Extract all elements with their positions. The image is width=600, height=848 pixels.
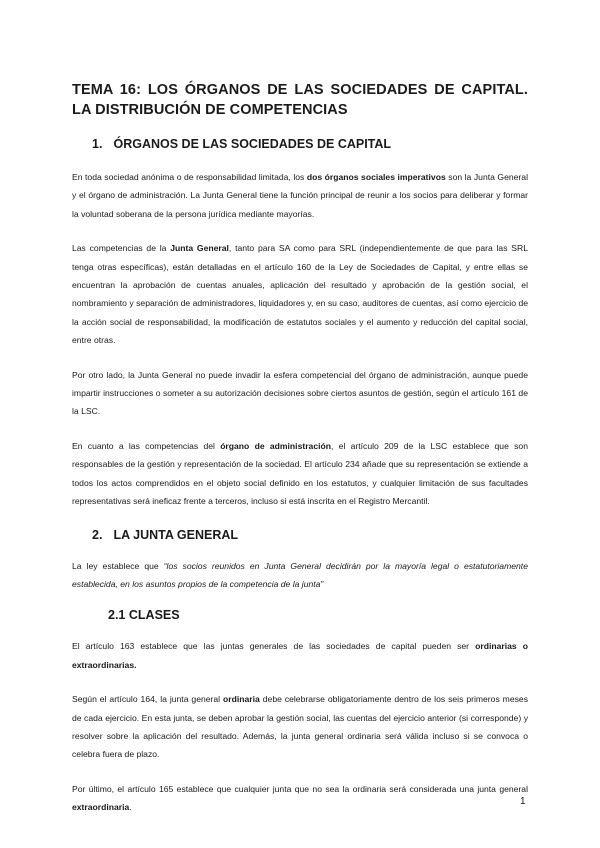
text-run: , tanto para SA como para SRL (independientemente de que para las SRL tenga otras específicas), están detalladas en el artículo 160 de la Ley de Sociedades de Capital, y entre ellas se encuentran la aprobación de cuentas anuales, aplicación del resultado y aprobación de la gestión social, el nombramiento y separación de administradores, liquidadores y, en su caso, auditores de cuentas, así como ejercicio de la acción social de responsabilidad, la modificación de estatutos sociales y el aumento y reducción del capital social, entre otras. [72,243,528,346]
text-run: Por último, el artículo 165 establece que cualquier junta que no sea la ordinaria será considerada una junta general [72,783,528,794]
text-run: En cuanto a las competencias del [72,440,221,451]
subsection-2-1-paragraph-2 [72,690,528,764]
text-run: La ley establece que [72,560,164,571]
section-2-heading [92,527,528,543]
text-run: . [129,802,132,813]
page-number: 1 [520,796,526,807]
text-run: son la Junta General y el órgano de administración. La Junta General tiene la función principal de reunir a los socios para deliberar y formar la voluntad soberana de la persona jurídica mediante mayorías. [72,172,528,219]
bold-run: ordinarias o extraordinarias. [72,641,528,670]
bold-run: ordinaria [223,694,260,705]
document-page [72,80,528,817]
section-1-heading [92,136,528,152]
section-1-number: 1. [92,137,103,151]
document-title: TEMA 16: LOS ÓRGANOS DE LAS SOCIEDADES DE CAPITAL. LA DISTRIBUCIÓN DE COMPETENCIAS [72,82,528,118]
subsection-2-1-title: CLASES [128,608,180,623]
bold-run: Junta General [170,243,229,254]
text-run: Las competencias de la [72,243,171,254]
bold-run: dos órganos sociales imperativos [306,172,446,182]
section-1-paragraph-4 [72,437,528,511]
section-2-number: 2. [92,527,103,542]
subsection-2-1-heading [108,607,528,623]
section-2-paragraph-1 [72,557,528,594]
text-run: El artículo 163 establece que las juntas generales de las sociedades de capital pueden ser [72,641,476,652]
quote-run: “los socios reunidos en Junta General decidirán por la mayoría legal o estatutoriamente establecida, en los asuntos propios de la competencia de la junta” [72,560,528,589]
subsection-2-1-paragraph-3 [72,780,528,817]
section-1-title: ÓRGANOS DE LAS SOCIEDADES DE CAPITAL [113,137,392,151]
section-1-paragraph-3: Por otro lado, la Junta General no puede invadir la esfera competencial del órgano de administración, aunque puede impartir instrucciones o someter a su autorización decisiones sobre ciertos asuntos de gestión, según el artículo 161 de la LSC. [72,369,528,417]
bold-run: órgano de administración [220,440,332,451]
text-run: , el artículo 209 de la LSC establece que son responsables de la gestión y representación de la sociedad. El artículo 234 añade que su representación se extiende a todos los actos comprendidos en el objeto social definido en los estatutos, y cualquier limitación de sus facultades representativas será ineficaz frente a terceros, incluso si está inscrita en el Registro Mercantil. [72,440,528,507]
text-run: En toda sociedad anónima o de responsabilidad limitada, los [72,172,307,182]
subsection-2-1-paragraph-1 [72,637,528,674]
text-run: Según el artículo 164, la junta general [72,694,224,705]
bold-run: extraordinaria [72,802,130,813]
text-run: debe celebrarse obligatoriamente dentro de los seis primeros meses de cada ejercicio. En esta junta, se deben aprobar la gestión social, las cuentas del ejercicio anterior (si corresponde) y resolver sobre la aplicación del resultado. Además, la junta general ordinaria será válida incluso si se convoca o celebra fuera de plazo. [72,694,528,760]
section-2-title: LA JUNTA GENERAL [113,527,239,542]
subsection-2-1-number: 2.1 [108,608,126,623]
section-1-paragraph-1 [72,168,528,223]
section-1-paragraph-2 [72,239,528,349]
